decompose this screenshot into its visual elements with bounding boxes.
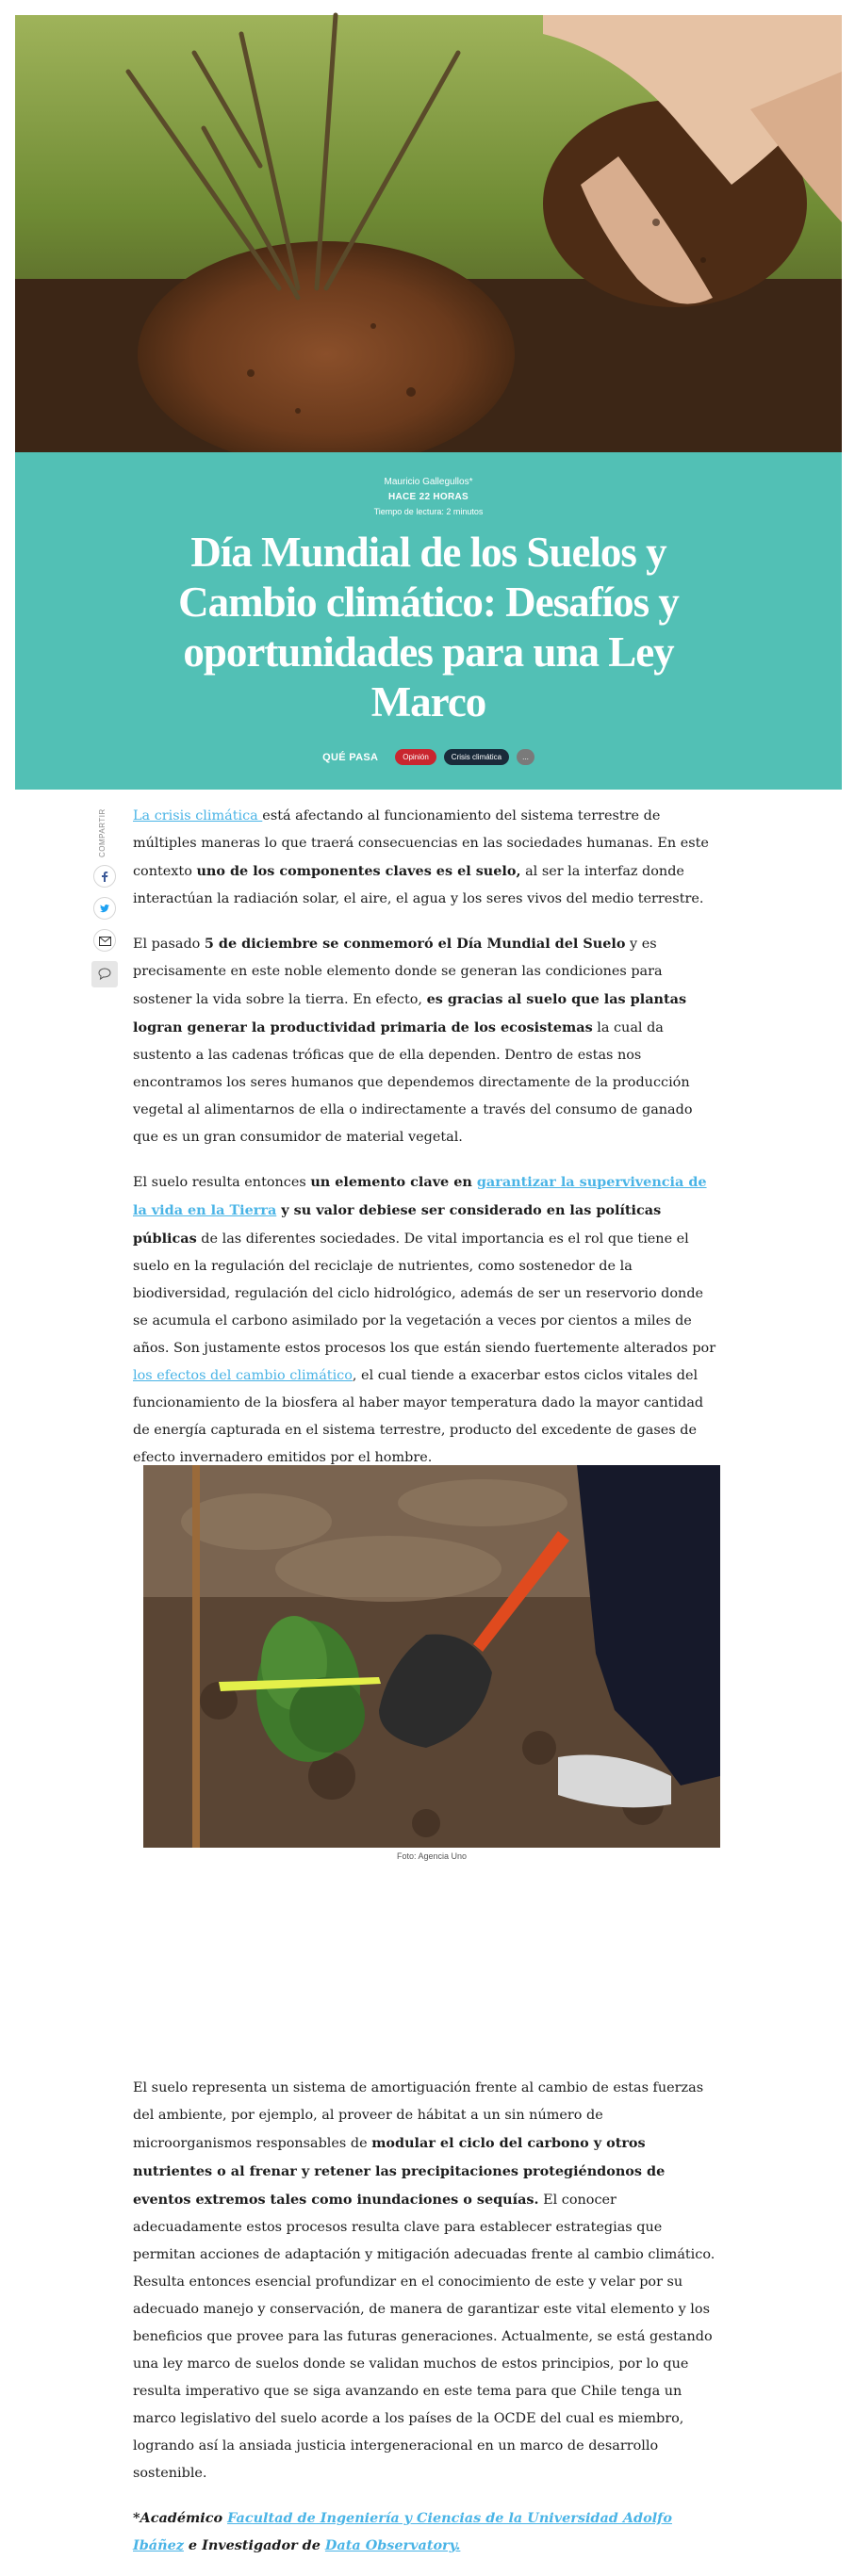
reading-time: Tiempo de lectura: 2 minutos [373,507,484,516]
twitter-share-button[interactable] [93,897,116,920]
more-tags-button[interactable]: ... [517,749,534,765]
twitter-icon [99,900,110,918]
author-name[interactable]: Mauricio Gallegullos* [384,477,473,487]
facebook-share-button[interactable] [93,865,116,888]
link-facultad-uai[interactable]: Facultad de Ingeniería y Ciencias de la Universidad Adolfo Ibáñez [133,2510,672,2553]
paragraph-4: El suelo representa un sistema de amortiguación frente al cambio de estas fuerzas del ambiente, por ejemplo, al proveer de hábitat a un sin número de microorganismos responsables de modular el ciclo del carbono y otros nutrientes o al frenar y retener las precipitaciones protegiéndonos de eventos extremos tales como inundaciones o sequías. El conocer adecuadamente estos procesos resulta clave para establecer estrategias que permitan acciones de adaptación y mitigación adecuadas frente al cambio climático. Resulta entonces esencial profundizar en el conocimiento de este y velar por su adecuado manejo y conservación, de manera de garantizar este vital elemento y los beneficios que provee para las futuras generaciones. Actualmente, se está gestando una ley marco de suelos donde se validan muchos de estos principios, por lo que resulta imperativo que se siga avanzando en este tema para que Chile tenga un marco legislativo del suelo acorde a los países de la OCDE del cual es miembro, logrando así la ansiada justicia intergeneracional en un marco de desarrollo sostenible. [133,2080,715,2481]
paragraph-3: El suelo resulta entonces un elemento clave en garantizar la supervivencia de la vida en la Tierra y su valor debiese ser considerado en las políticas públicas de las diferentes sociedades. De vital importancia es el rol que tiene el suelo en la regulación del reciclaje de nutrientes, como sostenedor de la biodiversidad, regulación del ciclo hidrológico, además de ser un reservorio donde se acumula el carbono asimilado por la vegetación a veces por cientos a miles de años. Son justamente estos procesos los que están siendo fuertemente alterados por los efectos del cambio climático, el cual tiende a exacerbar estos ciclos vitales del funcionamiento de la biosfera al haber mayor temperatura dado la mayor cantidad de energía capturada en el sistema terrestre, producto del excedente de gases de efecto invernadero emitidos por el hombre. [133,1174,716,1465]
share-label: COMPARTIR [98,808,107,857]
paragraph-1: La crisis climática está afectando al funcionamiento del sistema terrestre de múltiples maneras lo que traerá consecuencias en las sociedades humanas. En este contexto uno de los componentes claves es el suelo, al ser la interfaz donde interactúan la radiación solar, el aire, el agua y los seres vivos del medio terrestre. [133,808,709,906]
mail-icon [99,932,111,950]
author-signature: *Académico Facultad de Ingeniería y Ciencias de la Universidad Adolfo Ibáñez e Investigador de Data Observatory. [133,2510,672,2553]
article-header [15,452,842,790]
paragraph-2: El pasado 5 de diciembre se conmemoró el Día Mundial del Suelo y es precisamente en este noble elemento donde se generan las condiciones para sostener la vida sobre la tierra. En efecto, es gracias al suelo que las plantas logran generar la productividad primaria de los ecosistemas la cual da sustento a las cadenas tróficas que de ella dependen. Dentro de estas nos encontramos los seres humanos que dependemos directamente de la producción vegetal al alimentarnos de ella o indirectamente a través del consumo de ganado que es un gran consumidor de material vegetal. [133,936,693,1145]
comment-icon [98,966,111,984]
tag-list [15,749,842,765]
page-title: Día Mundial de los Suelos y Cambio climático: Desafíos y oportunidades para una Ley Marco [178,529,679,726]
link-data-observatory[interactable]: Data Observatory. [324,2537,461,2553]
link-efectos-cambio-climatico[interactable]: los efectos del cambio climático [133,1368,353,1383]
comments-button[interactable] [91,961,118,987]
mail-share-button[interactable] [93,929,116,952]
link-crisis-climatica[interactable]: La crisis climática [133,808,263,823]
published-time: HACE 22 HORAS [387,492,469,502]
article-photo [143,1465,720,1848]
tag-crisis-climatica[interactable]: Crisis climática [444,749,509,765]
link-supervivencia[interactable]: garantizar la supervivencia de la vida en la Tierra [133,1174,707,1218]
hero-image [15,15,842,452]
tag-opinion[interactable]: Opinión [395,749,436,765]
section-link[interactable]: QUÉ PASA [322,751,379,763]
photo-caption: Foto: Agencia Uno [396,1851,468,1861]
facebook-icon [99,868,110,886]
